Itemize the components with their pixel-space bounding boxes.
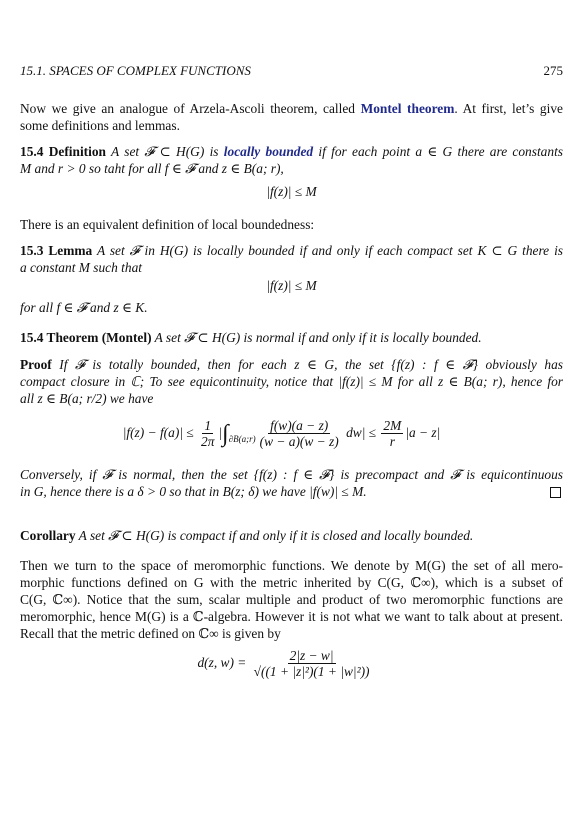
section-title: 15.1. SPACES OF COMPLEX FUNCTIONS — [20, 63, 251, 78]
document-page — [20, 0, 563, 827]
proof-conclusion — [20, 466, 563, 500]
lemma-block — [20, 242, 563, 276]
lemma-text: a constant M such that — [20, 260, 142, 275]
definition-block — [20, 143, 563, 177]
locally-bounded-link[interactable]: locally bounded — [223, 144, 314, 159]
lemma-formula: |f(z)| ≤ M — [266, 278, 317, 293]
proof-block — [20, 356, 563, 407]
intro-paragraph — [20, 100, 563, 134]
intro-text: some definitions and lemmas. — [20, 118, 180, 133]
proof-text: in G, hence there is a δ > 0 so that in B(z; δ) we have |f(w)| ≤ M. — [20, 484, 367, 499]
corollary-block — [20, 527, 563, 544]
lemma-text: for all f ∈ 𝓕 and z ∈ K. — [20, 300, 148, 315]
corollary-label: Corollary — [20, 528, 76, 543]
meromorphic-text: meromorphic, hence M(G) is a ℂ-algebra. However it is not what we want to talk about at present. — [20, 609, 563, 624]
meromorphic-paragraph — [20, 557, 563, 642]
proof-text: Conversely, if 𝓕 is normal, then the set {f(z) : f ∈ 𝓕} is precompact and 𝓕 is equicontinuous — [20, 467, 563, 482]
page-number: 275 — [543, 63, 563, 78]
metric-formula: d(z, w) = $\frac{2|z - w|}{\text{√((1 + |z|²)(1 + |w|²))}}$ — [197, 648, 370, 680]
equivalent-definition-sentence: There is an equivalent definition of local boundedness: — [20, 217, 315, 232]
intro-text: . At first, let’s give — [454, 101, 563, 116]
definition-text: M and r > 0 so taht for all f ∈ 𝓕 and z ∈ B(a; r), — [20, 161, 284, 176]
definition-label: 15.4 Definition — [20, 144, 106, 159]
meromorphic-text: morphic functions defined on G with the metric inherited by C(G, ℂ∞), which is a subset of — [20, 575, 563, 590]
meromorphic-text: C(G, ℂ∞). Notice that the sum, scalar multiple and product of two meromorphic functions are — [20, 592, 563, 607]
montel-theorem-link[interactable]: Montel theorem — [360, 101, 455, 116]
meromorphic-text: Recall that the metric defined on ℂ∞ is given by — [20, 626, 281, 641]
lemma-label: 15.3 Lemma — [20, 243, 93, 258]
theorem-label: 15.4 Theorem (Montel) — [20, 330, 152, 345]
definition-text: if for each point a ∈ G there are constants — [313, 144, 563, 159]
proof-formula: |f(z) − f(a)| ≤ $\frac{1}{2\pi}$ $|\int_{\partial B(a;r)}$ $\frac{f(w)(a - z)}{(w - a)(w - z)}$ dw| ≤ $\frac{2M}{r}$ |a − z| — [122, 418, 441, 450]
theorem-block — [20, 329, 563, 346]
proof-text: If 𝓕 is totally bounded, then for each z ∈ G, the set {f(z) : f ∈ 𝓕} obviously has — [51, 357, 563, 372]
proof-text: compact closure in ℂ; To see equicontinuity, notice that |f(z)| ≤ M for all z ∈ B(a; r), hence for — [20, 374, 563, 389]
qed-box — [550, 487, 561, 498]
theorem-text: A set 𝓕 ⊂ H(G) is normal if and only if it is locally bounded. — [151, 330, 482, 345]
corollary-text: A set 𝓕 ⊂ H(G) is compact if and only if it is closed and locally bounded. — [75, 528, 474, 543]
lemma-text: A set 𝓕 in H(G) is locally bounded if and only if each compact set K ⊂ G there is — [92, 243, 563, 258]
meromorphic-text: Then we turn to the space of meromorphic functions. We denote by M(G) the set of all mero- — [20, 558, 563, 573]
proof-label: Proof — [20, 357, 52, 372]
running-head — [20, 62, 563, 79]
definition-text: A set 𝓕 ⊂ H(G) is — [106, 144, 224, 159]
intro-text: Now we give an analogue of Arzela-Ascoli theorem, called — [20, 101, 361, 116]
proof-text: all z ∈ B(a; r/2) we have — [20, 391, 154, 406]
definition-formula: |f(z)| ≤ M — [266, 184, 317, 199]
